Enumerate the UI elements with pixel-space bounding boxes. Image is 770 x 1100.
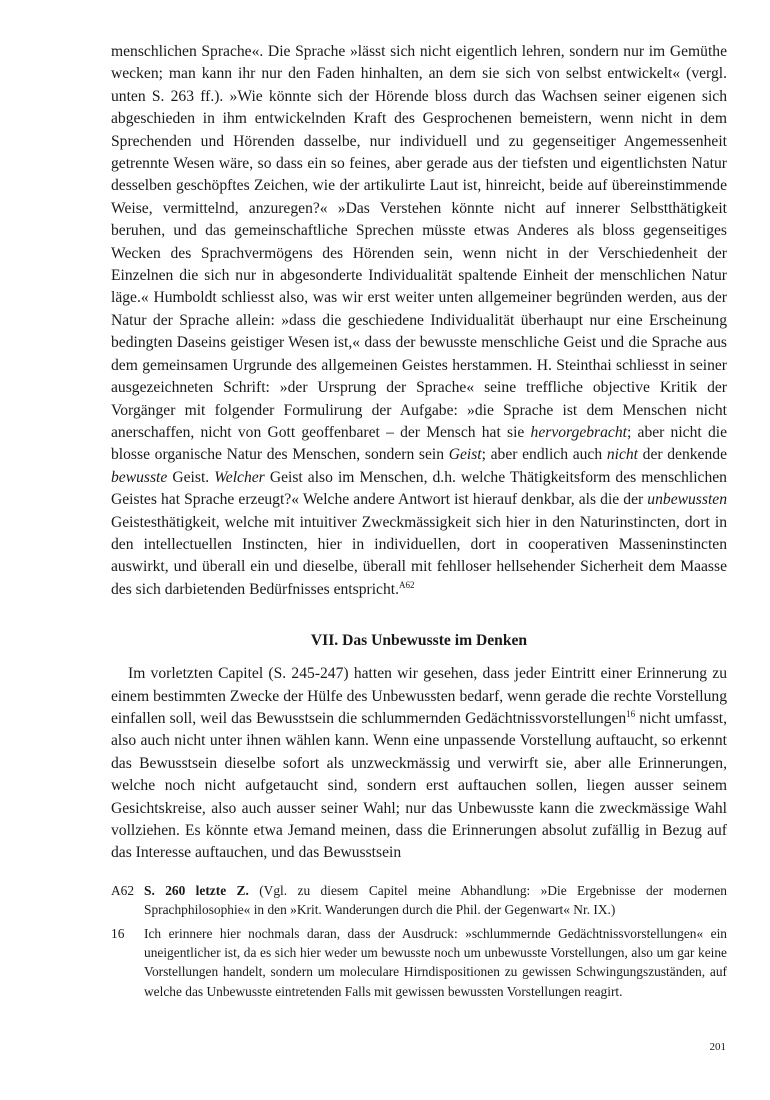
- text-run: ; aber endlich auch: [481, 446, 607, 464]
- text-run: nicht umfasst, also auch nicht unter ihnen wählen kann. Wenn eine unpassende Vorstellung auftaucht, so erkennt das Bewusstsein dieselbe sofort als unzweckmässig und verwirft sie, aber alle Erinnerungen, welche noch nicht aufgetaucht sind, sondern erst auftauchen sollen, liegen ausser seinem Gesichtskreise, also auch ausser seiner Wahl; nur das Unbewusste kann die zweckmässige Wahl vollziehen. Es könnte etwa Jemand meinen, dass die Erinnerungen absolut zufällig in Bezug auf das Interesse auftauchen, und das Bewusstsein: [111, 709, 727, 862]
- footnotes: [111, 881, 727, 1001]
- footnote: [111, 924, 727, 1002]
- bold-text: S. 260 letzte Z.: [144, 882, 249, 898]
- footnote-ref: 16: [626, 708, 636, 719]
- emphasis-text: nicht: [606, 446, 638, 464]
- body-paragraph-bottom: [111, 663, 727, 865]
- page-content: [111, 41, 727, 1005]
- text-run: Im vorletzten Capitel (S. 245-247) hatten wir gesehen, dass jeder Eintritt einer Erinnerung zu einem bestimmten Zwecke der Hülfe des Unbewussten bedarf, wenn gerade die rechte Vorstellung einfallen soll, weil das Bewusstsein die schlummernden Gedächtnissvorstellungen: [111, 665, 727, 727]
- footnote-text: [144, 881, 727, 920]
- emphasis-text: unbewussten: [647, 491, 727, 509]
- section-heading: VII. Das Unbewusste im Denken: [310, 632, 528, 650]
- footnote-text: [144, 924, 727, 1002]
- footnote-label: 16: [111, 925, 125, 941]
- text-run: (Vgl. zu diesem Capitel meine Abhandlung: »Die Ergebnisse der modernen Sprachphilosophie« in den »Krit. Wanderungen durch die Phil. der Gegenwart« Nr. IX.): [144, 882, 728, 918]
- emphasis-text: Geist: [448, 446, 482, 464]
- footnote-ref: A62: [398, 579, 415, 590]
- emphasis-text: bewusste: [111, 468, 168, 486]
- page-number: 201: [709, 1041, 726, 1053]
- text-run: menschlichen Sprache«. Die Sprache »lässt sich nicht eigentlich lehren, sondern nur im Gemüthe wecken; man kann ihr nur den Faden hinhalten, an dem sie sich von selbst entwickelt« (vergl. unten S. 263 ff.). »Wie könnte sich der Hörende bloss durch das Wachsen seiner eigenen sich abgeschieden in ihm entwickelnden Kraft des Gesprochenen bemeistern, wenn nicht in dem Sprechenden und Hörenden dasselbe, nur individuell und zu gegenseitiger Angemessenheit getrennte Wesen wäre, so dass ein so feines, aber gerade aus der tiefsten und eigentlichsten Natur desselben geschöpftes Zeichen, wie der artikulirte Laut ist, hinreicht, beide auf übereinstimmende Weise, vermittelnd, anzuregen?« »Das Verstehen könnte nicht auf innerer Selbstthätigkeit beruhen, und das gemeinschaftliche Sprechen müsste etwas Anderes als bloss gegenseitiges Wecken des Sprachvermögens des Hörenden sein, wenn nicht in der Verschiedenheit der Einzelnen die sich nur in abgesonderte Individualität spaltende Einheit der menschlichen Natur läge.« Humboldt schliesst also, was wir erst weiter unten allgemeiner begründen werden, aus der Natur der Sprache allein: »dass die geschiedene Individualität überhaupt nur eine Erscheinung bedingten Daseins geistiger Wesen ist,« dass der bewusste menschliche Geist und die Sprache aus dem gemeinsamen Urgrunde des allgemeinen Geistes herstammen. H. Steinthai schliesst in seiner ausgezeichneten Schrift: »der Ursprung der Sprache« seine treffliche objective Kritik der Vorgänger mit folgender Formulirung der Aufgabe: »die Sprache ist dem Menschen nicht anerschaffen, nicht von Gott geoffenbaret – der Mensch hat sie: [111, 43, 727, 441]
- emphasis-text: hervorgebracht: [530, 423, 627, 441]
- body-paragraph-top: [111, 41, 727, 601]
- text-run: Geist.: [167, 468, 215, 486]
- text-run: der denkende: [638, 446, 727, 464]
- text-run: Geist also im Menschen, d.h. welche Thätigkeitsform des menschlichen Geistes hat Sprache erzeugt?« Welche andere Antwort ist hierauf denkbar, als die der: [111, 468, 727, 509]
- text-run: Ich erinnere hier nochmals daran, dass der Ausdruck: »schlummernde Gedächtnissvorstellungen« ein uneigentlicher ist, da es sich hier weder um bewusste noch um unbewusste Vorstellungen, also um gar keine Vorstellungen handelt, sondern um moleculare Hirndispositionen zu gewissen Schwingungszuständen, auf welche das Unbewusste eintretenden Falls mit gewissen bewussten Vorstellungen reagirt.: [144, 925, 727, 999]
- emphasis-text: Welcher: [214, 468, 265, 486]
- footnote-label: A62: [111, 882, 135, 898]
- text-run: ; aber nicht die blosse organische Natur des Menschen, sondern sein: [111, 423, 727, 464]
- text-run: Geistesthätigkeit, welche mit intuitiver Zweckmässigkeit sich hier in den Naturinstincten, dort in den intellectuellen Instincten, hier in individuellen, dort in cooperativen Masseninstincten auswirkt, und überall ein und dieselbe, überall mit fehlloser hellsehender Sicherheit dem Maasse des sich darbietenden Bedürfnisses entspricht.: [111, 513, 727, 598]
- footnote: [111, 881, 727, 920]
